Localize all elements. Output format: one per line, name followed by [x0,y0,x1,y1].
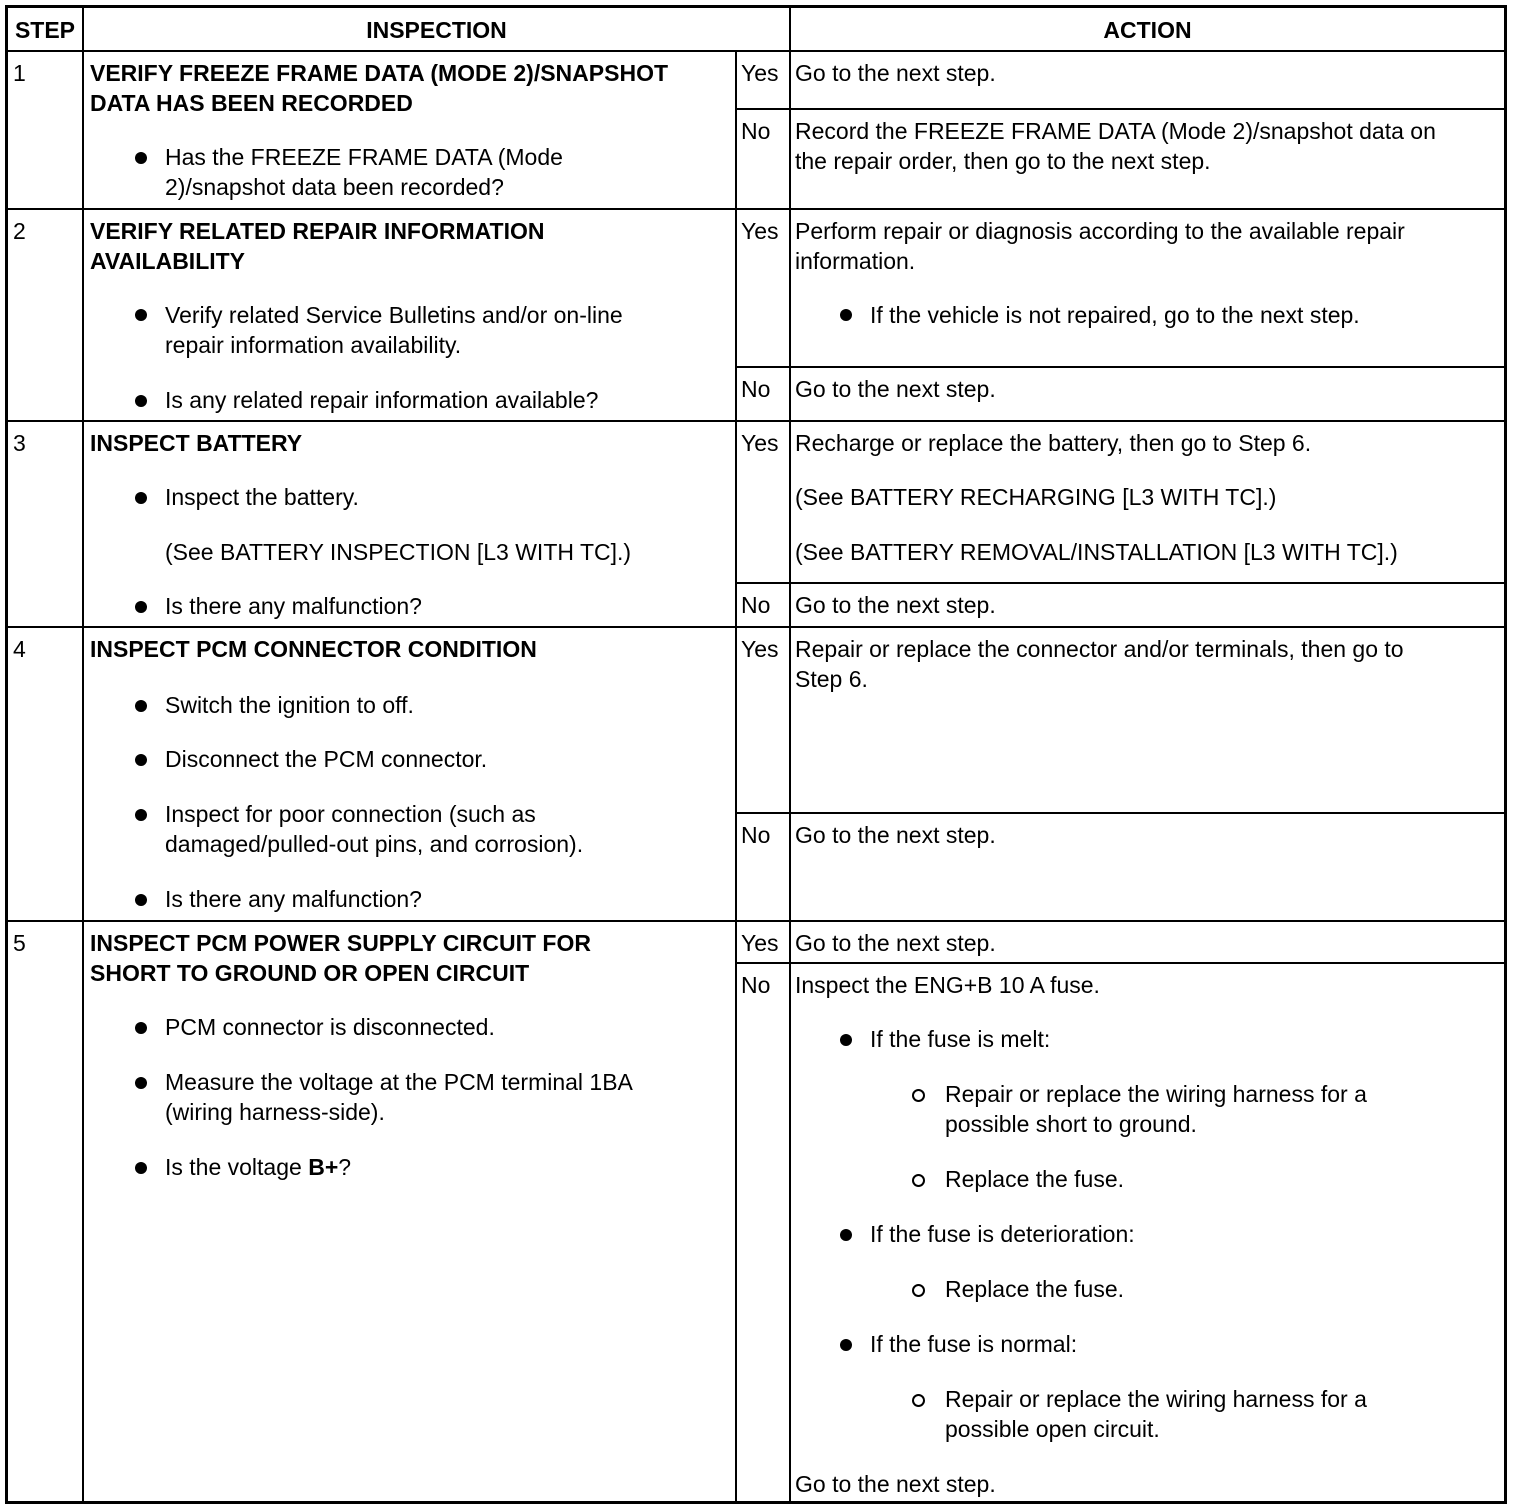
step-title: DATA HAS BEEN RECORDED [90,90,413,116]
yes-label: Yes [741,930,779,956]
bullet-icon [135,1022,147,1034]
yes-action: (See BATTERY RECHARGING [L3 WITH TC].) [795,484,1277,510]
circle-bullet-icon [912,1394,925,1407]
bullet-icon [135,309,147,321]
header-inspection: INSPECTION [366,17,507,43]
inspection-reference: (See BATTERY INSPECTION [L3 WITH TC].) [165,539,632,565]
inspection-item: Switch the ignition to off. [165,692,414,718]
circle-bullet-icon [912,1174,925,1187]
fuse-action: Replace the fuse. [945,1166,1125,1192]
yes-action: Repair or replace the connector and/or terminals, then go to [795,636,1404,662]
inspection-item: Verify related Service Bulletins and/or on-line [165,302,623,328]
bullet-icon [135,754,147,766]
col-divider-action [789,8,791,1501]
no-label: No [741,972,771,998]
inspection-item: repair information availability. [165,332,462,358]
step-title: INSPECT PCM POWER SUPPLY CIRCUIT FOR [90,930,591,956]
voltage-question-mark: ? [338,1154,352,1180]
col-divider-yesno [735,50,737,1501]
inspection-item: Is there any malfunction? [165,593,422,619]
yes-action: (See BATTERY REMOVAL/INSTALLATION [L3 WITH TC].) [795,539,1398,565]
inspection-item: Measure the voltage at the PCM terminal 1BA [165,1069,633,1095]
inspection-item: Is there any malfunction? [165,886,422,912]
row-divider [8,208,1504,210]
inspection-item: PCM connector is disconnected. [165,1014,495,1040]
fuse-action: Repair or replace the wiring harness for a [945,1081,1367,1107]
inspection-table [5,5,1507,1504]
bullet-icon [135,152,147,164]
circle-bullet-icon [912,1089,925,1102]
bullet-icon [840,309,852,321]
yesno-divider [735,108,1504,110]
step-title: INSPECT PCM CONNECTOR CONDITION [90,636,537,662]
bullet-icon [135,395,147,407]
no-label: No [741,592,771,618]
inspection-item: 2)/snapshot data been recorded? [165,174,504,200]
no-action-intro: Inspect the ENG+B 10 A fuse. [795,972,1100,998]
no-action-outro: Go to the next step. [795,1471,996,1497]
inspection-item: (wiring harness-side). [165,1099,385,1125]
no-action: the repair order, then go to the next step. [795,148,1211,174]
fuse-condition: If the fuse is melt: [870,1026,1051,1052]
yesno-divider [735,812,1504,814]
voltage-value: B+ [308,1154,339,1180]
inspection-item: Inspect the battery. [165,484,359,510]
bullet-icon [135,1162,147,1174]
yes-label: Yes [741,218,779,244]
inspection-item: Inspect for poor connection (such as [165,801,536,827]
bullet-icon [135,492,147,504]
yes-action: Step 6. [795,666,868,692]
yes-action: information. [795,248,916,274]
inspection-item: damaged/pulled-out pins, and corrosion). [165,831,584,857]
bullet-icon [135,1077,147,1089]
yesno-divider [735,582,1504,584]
col-divider-step [82,8,84,1501]
yes-action: Recharge or replace the battery, then go to Step 6. [795,430,1312,456]
bullet-icon [840,1339,852,1351]
step-number: 1 [13,60,26,86]
inspection-item: Has the FREEZE FRAME DATA (Mode [165,144,563,170]
yes-action: Perform repair or diagnosis according to the available repair [795,218,1405,244]
no-action: Go to the next step. [795,592,996,618]
yes-action: Go to the next step. [795,930,996,956]
step-title: INSPECT BATTERY [90,430,303,456]
step-number: 5 [13,930,26,956]
no-label: No [741,822,771,848]
header-action: ACTION [1103,17,1192,43]
step-number: 2 [13,218,26,244]
yes-action-bullet: If the vehicle is not repaired, go to the next step. [870,302,1360,328]
voltage-question-text: Is the voltage [165,1154,309,1180]
no-label: No [741,376,771,402]
no-action: Go to the next step. [795,376,996,402]
bullet-icon [135,601,147,613]
circle-bullet-icon [912,1284,925,1297]
step-number: 3 [13,430,26,456]
row-divider [8,50,1504,52]
bullet-icon [135,700,147,712]
fuse-action: Replace the fuse. [945,1276,1125,1302]
row-divider [8,626,1504,628]
step-title: AVAILABILITY [90,248,246,274]
step-title: VERIFY RELATED REPAIR INFORMATION [90,218,545,244]
yes-label: Yes [741,430,779,456]
yesno-divider [735,962,1504,964]
step-number: 4 [13,636,26,662]
inspection-item: Disconnect the PCM connector. [165,746,488,772]
row-divider [8,420,1504,422]
yesno-divider [735,366,1504,368]
fuse-condition: If the fuse is normal: [870,1331,1078,1357]
yes-label: Yes [741,636,779,662]
fuse-action: possible short to ground. [945,1111,1197,1137]
no-action: Go to the next step. [795,822,996,848]
step-title: SHORT TO GROUND OR OPEN CIRCUIT [90,960,530,986]
header-step: STEP [14,17,76,43]
no-action: Record the FREEZE FRAME DATA (Mode 2)/snapshot data on [795,118,1436,144]
no-label: No [741,118,771,144]
bullet-icon [840,1034,852,1046]
yes-label: Yes [741,60,779,86]
fuse-action: possible open circuit. [945,1416,1160,1442]
fuse-condition: If the fuse is deterioration: [870,1221,1135,1247]
row-divider [8,920,1504,922]
step-title: VERIFY FREEZE FRAME DATA (MODE 2)/SNAPSHOT [90,60,669,86]
yes-action: Go to the next step. [795,60,996,86]
bullet-icon [135,809,147,821]
bullet-icon [135,894,147,906]
fuse-action: Repair or replace the wiring harness for a [945,1386,1367,1412]
inspection-item: Is any related repair information available? [165,387,599,413]
inspection-item-voltage [165,1152,351,1182]
bullet-icon [840,1229,852,1241]
